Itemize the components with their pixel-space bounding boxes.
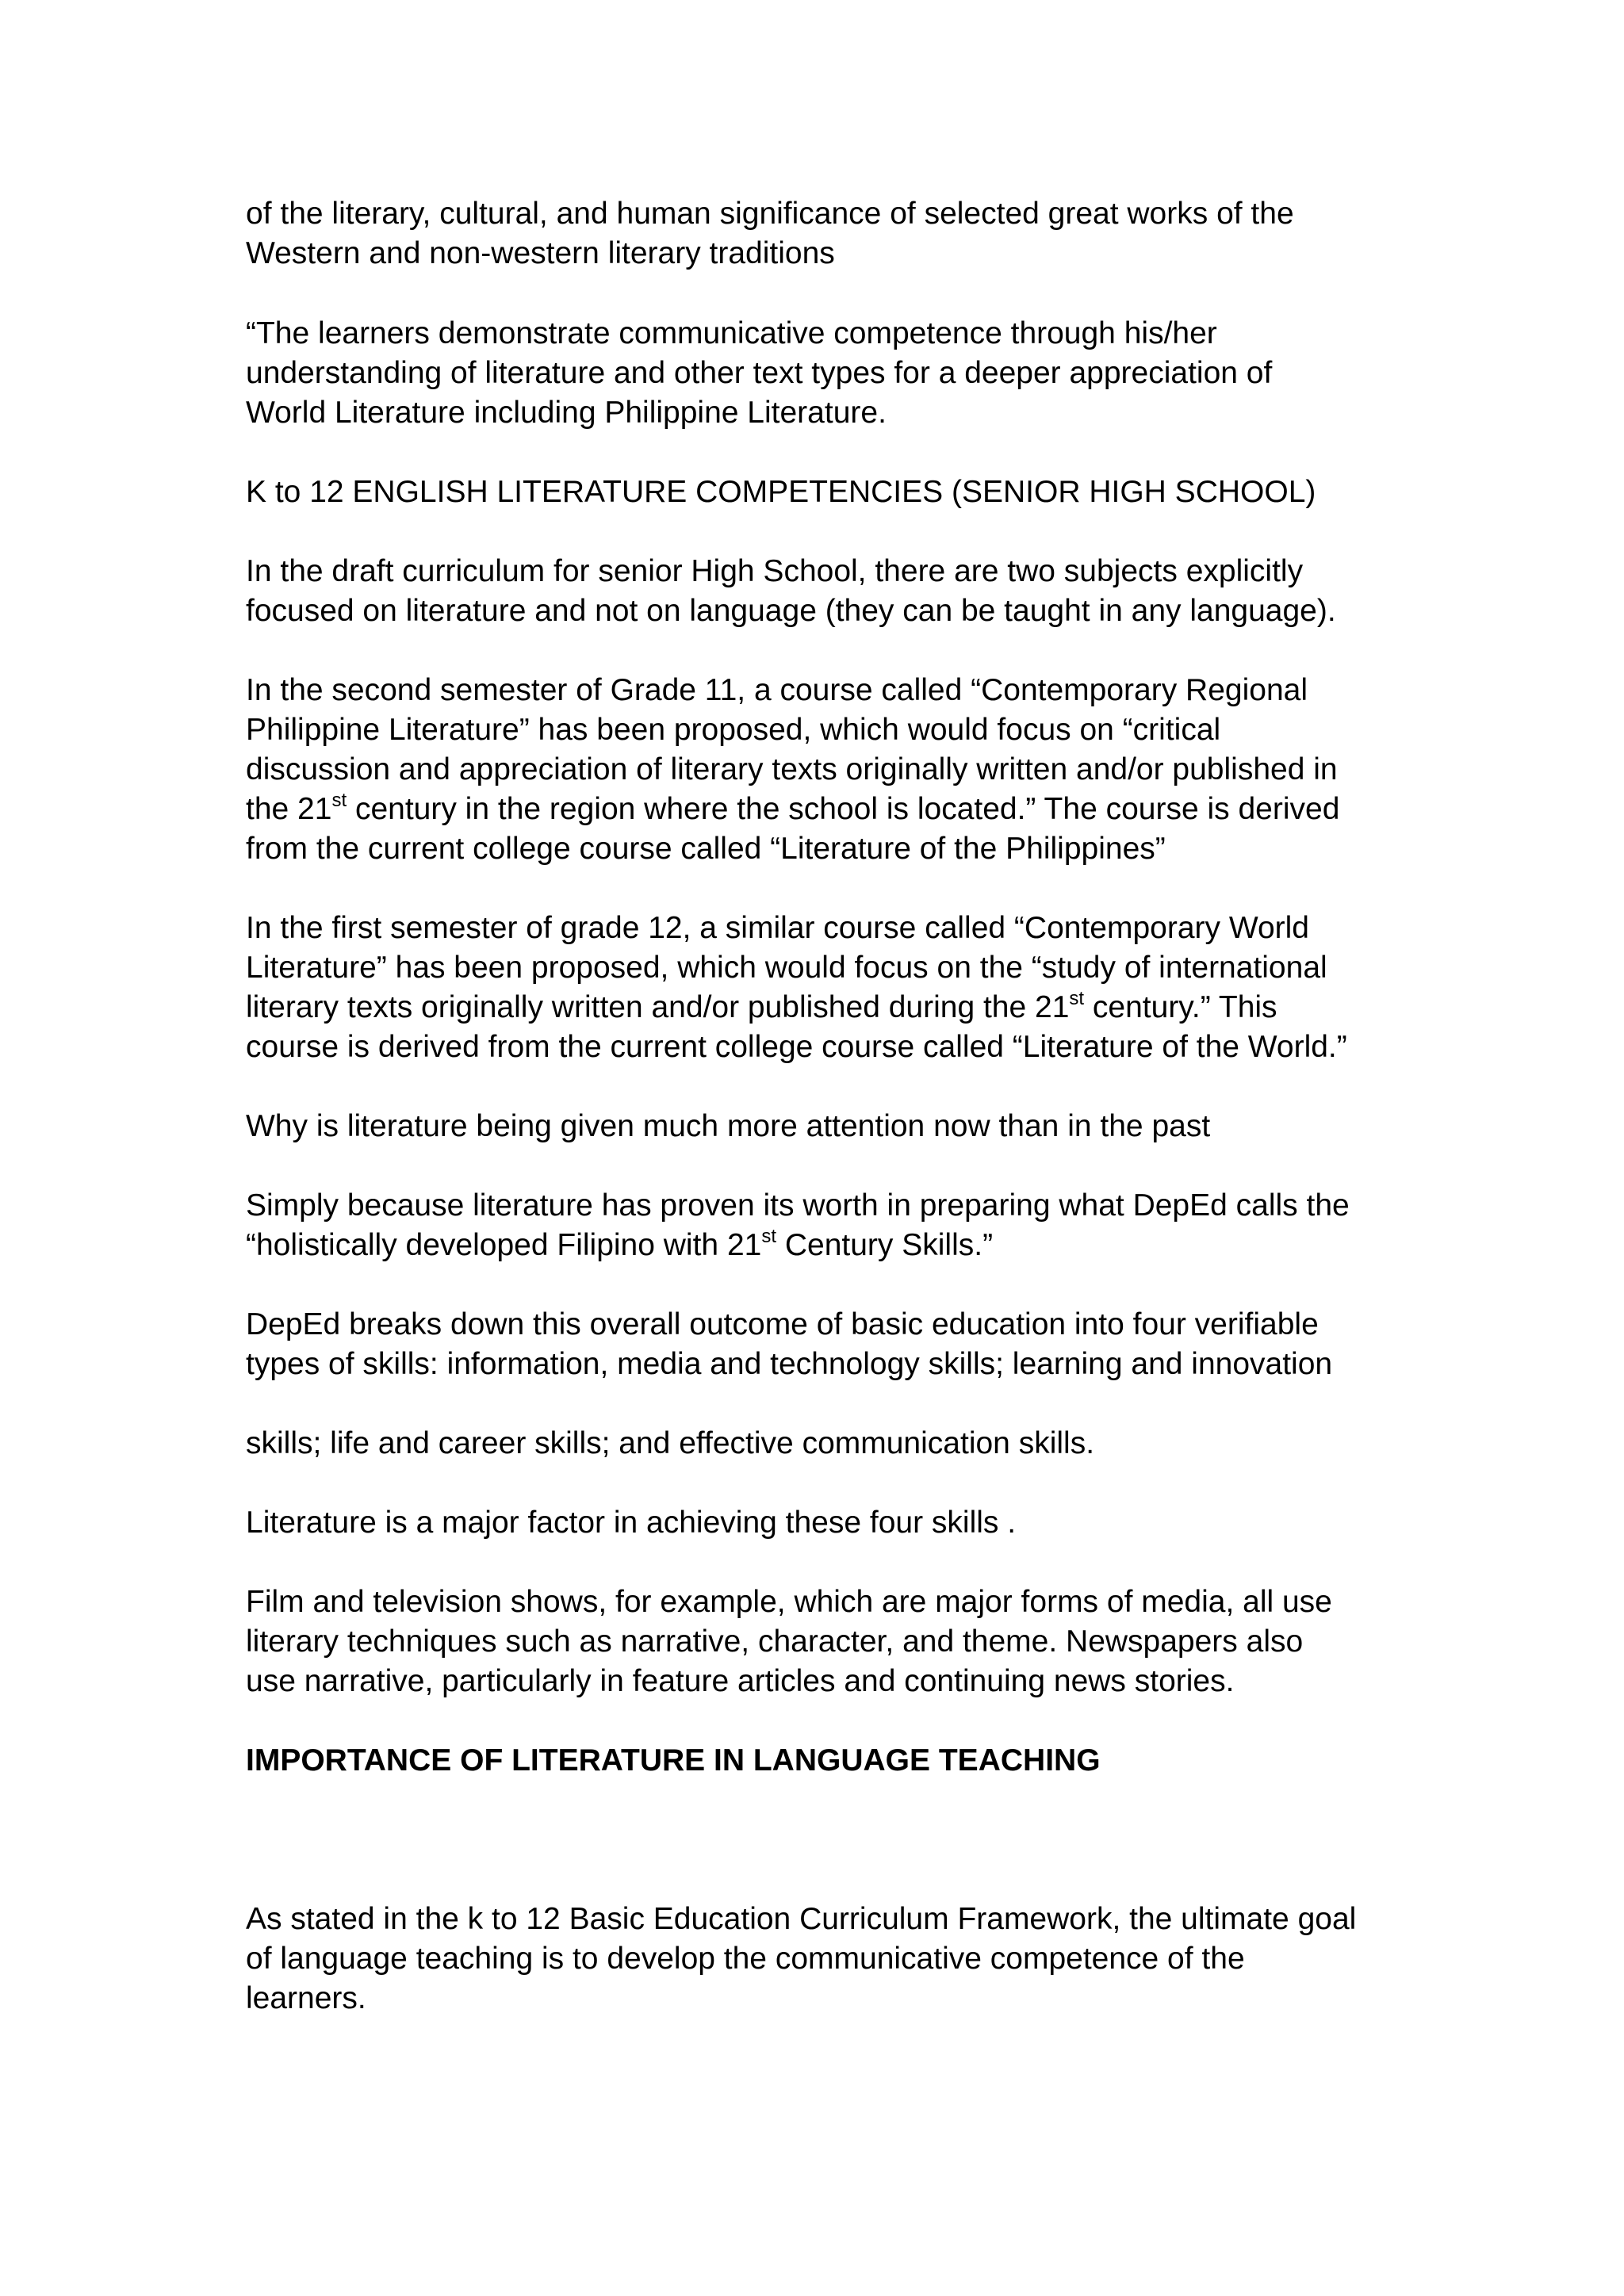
text-line: types of skills: information, media and technology skills; learning and innovation xyxy=(246,1347,1333,1381)
paragraph-why-literature xyxy=(246,1107,1467,1146)
paragraph-communicative-competence xyxy=(246,314,1467,433)
paragraph-literature-factor xyxy=(246,1503,1467,1543)
text-line: of the literary, cultural, and human significance of selected great works of the xyxy=(246,197,1294,231)
text-line: DepEd breaks down this overall outcome of basic education into four verifiable xyxy=(246,1307,1319,1341)
text-segment: “holistically developed Filipino with 21 xyxy=(246,1228,762,1262)
paragraph-literary-significance xyxy=(246,194,1467,274)
text-line xyxy=(246,988,1467,1027)
text-line: understanding of literature and other text types for a deeper appreciation of xyxy=(246,356,1273,390)
heading-importance-of-literature xyxy=(246,1741,1467,1781)
text-line: As stated in the k to 12 Basic Education Curriculum Framework, the ultimate goal xyxy=(246,1902,1357,1936)
text-line: IMPORTANCE OF LITERATURE IN LANGUAGE TEACHING xyxy=(246,1743,1101,1777)
text-line: World Literature including Philippine Literature. xyxy=(246,396,887,430)
text-line: Film and television shows, for example, which are major forms of media, all use xyxy=(246,1585,1332,1619)
text-line: course is derived from the current college course called “Literature of the World.” xyxy=(246,1030,1347,1064)
text-line: Simply because literature has proven its worth in preparing what DepEd calls the xyxy=(246,1188,1350,1223)
text-line: In the first semester of grade 12, a similar course called “Contemporary World xyxy=(246,911,1309,945)
text-line: focused on literature and not on language (they can be taught in any language). xyxy=(246,594,1336,628)
paragraph-grade-11-course xyxy=(246,671,1467,869)
superscript: st xyxy=(331,790,347,811)
paragraph-k12-framework xyxy=(246,1900,1467,2019)
section-title-k12-competencies xyxy=(246,473,1467,512)
paragraph-draft-curriculum xyxy=(246,552,1467,631)
text-line: In the draft curriculum for senior High School, there are two subjects explicitly xyxy=(246,554,1304,588)
text-line: literary techniques such as narrative, character, and theme. Newspapers also xyxy=(246,1624,1304,1659)
paragraph-simply-because xyxy=(246,1186,1467,1265)
text-line: “The learners demonstrate communicative competence through his/her xyxy=(246,316,1217,350)
text-line: K to 12 ENGLISH LITERATURE COMPETENCIES (SENIOR HIGH SCHOOL) xyxy=(246,475,1316,509)
superscript: st xyxy=(761,1226,777,1247)
text-line: Literature” has been proposed, which would focus on the “study of international xyxy=(246,951,1327,985)
text-line: learners. xyxy=(246,1981,366,2015)
text-line: of language teaching is to develop the communicative competence of the xyxy=(246,1942,1245,1976)
text-line: In the second semester of Grade 11, a course called “Contemporary Regional xyxy=(246,673,1308,707)
paragraph-grade-12-course xyxy=(246,909,1467,1067)
text-line: Why is literature being given much more attention now than in the past xyxy=(246,1109,1211,1143)
paragraph-film-television xyxy=(246,1582,1467,1701)
text-segment: literary texts originally written and/or published during the 21 xyxy=(246,990,1070,1024)
text-line xyxy=(246,790,1467,829)
text-line: skills; life and career skills; and effective communication skills. xyxy=(246,1426,1095,1460)
text-segment: the 21 xyxy=(246,792,332,826)
text-line xyxy=(246,1226,1467,1265)
text-line: use narrative, particularly in feature articles and continuing news stories. xyxy=(246,1664,1235,1698)
text-line: Literature is a major factor in achieving these four skills . xyxy=(246,1506,1017,1540)
text-line: from the current college course called “Literature of the Philippines” xyxy=(246,832,1166,866)
text-segment: century.” This xyxy=(1084,990,1277,1024)
text-line: Western and non-western literary traditions xyxy=(246,236,835,270)
text-segment: Century Skills.” xyxy=(776,1228,994,1262)
superscript: st xyxy=(1069,988,1085,1009)
text-segment: century in the region where the school is located.” The course is derived xyxy=(347,792,1340,826)
paragraph-skills-continued xyxy=(246,1424,1467,1464)
text-line: discussion and appreciation of literary texts originally written and/or published in xyxy=(246,752,1338,786)
text-line: Philippine Literature” has been proposed, which would focus on “critical xyxy=(246,713,1221,747)
paragraph-deped-skills xyxy=(246,1305,1467,1384)
